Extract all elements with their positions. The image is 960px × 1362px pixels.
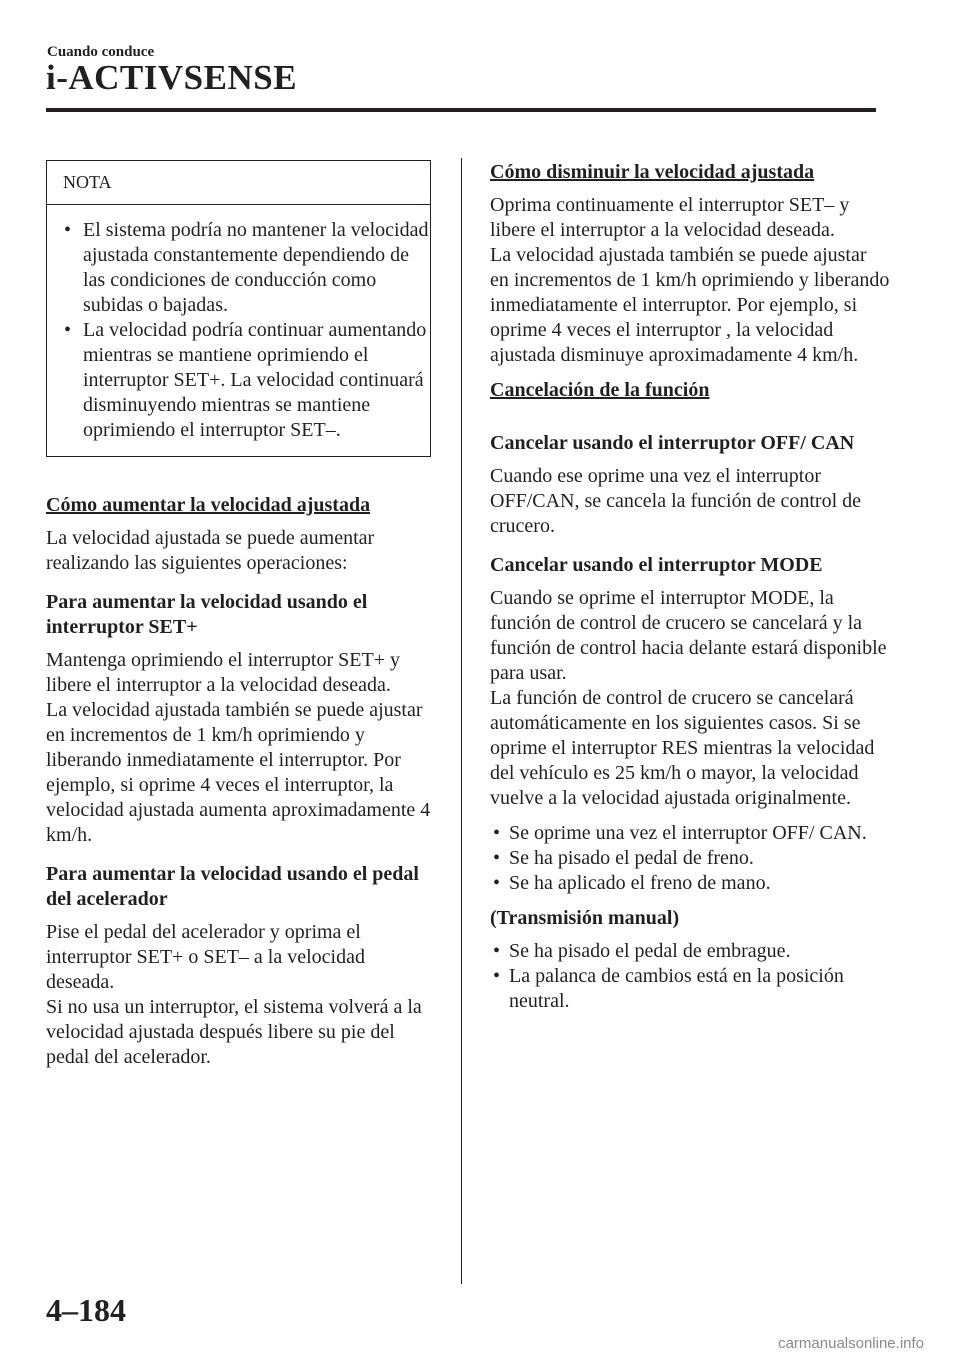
offcan-text: Cuando ese oprime una vez el interruptor OFF/CAN, se cancela la función de control de crucero. xyxy=(490,465,862,537)
note-list xyxy=(47,205,430,456)
note-item-text: El sistema podría no mantener la velocidad ajustada constantemente dependiendo de las condiciones de conducción como subidas o bajadas. xyxy=(83,219,429,316)
bullet-icon: • xyxy=(64,319,72,341)
decrease-text: Oprima continuamente el interruptor SET– y libere el interruptor a la velocidad deseada. xyxy=(490,194,850,241)
note-item xyxy=(47,218,430,318)
list-item-text: Se ha pisado el pedal de freno. xyxy=(509,847,754,869)
list-item xyxy=(490,846,890,871)
increase-heading: Cómo aumentar la velocidad ajustada xyxy=(46,494,371,516)
bullet-icon: • xyxy=(64,219,72,241)
list-item xyxy=(490,821,890,846)
increase-intro: La velocidad ajustada se puede aumentar realizando las siguientes operaciones: xyxy=(46,527,375,574)
pedal-text: Pise el pedal del acelerador y oprima el interruptor SET+ o SET– a la velocidad deseada. xyxy=(46,921,365,993)
header-rule xyxy=(46,108,876,112)
manual-cancel-list xyxy=(490,939,890,1014)
bullet-icon: • xyxy=(493,847,501,869)
pedal-text-2: Si no usa un interruptor, el sistema volverá a la velocidad ajustada después libere su pie del pedal del acelerador. xyxy=(46,996,422,1068)
list-item-text: Se oprime una vez el interruptor OFF/ CAN. xyxy=(509,822,867,844)
bullet-icon: • xyxy=(493,822,501,844)
decrease-heading: Cómo disminuir la velocidad ajustada xyxy=(490,161,815,183)
left-column xyxy=(46,160,436,1070)
switch-heading: Para aumentar la velocidad usando el interruptor SET+ xyxy=(46,591,368,638)
right-column xyxy=(490,160,890,1014)
note-box xyxy=(46,160,431,457)
bullet-icon: • xyxy=(493,965,501,987)
list-item-text: La palanca de cambios está en la posición neutral. xyxy=(509,965,844,1012)
chapter-title: i-ACTIVSENSE xyxy=(46,58,298,97)
note-item xyxy=(47,318,430,443)
list-item xyxy=(490,964,890,1014)
section-label: Cuando conduce xyxy=(47,44,155,60)
list-item-text: Se ha aplicado el freno de mano. xyxy=(509,872,771,894)
cancel-heading: Cancelación de la función xyxy=(490,379,710,401)
switch-text-2: La velocidad ajustada también se puede ajustar en incrementos de 1 km/h oprimiendo y liberando inmediatamente el interruptor. Por ejemplo, si oprime 4 veces el interruptor, la velocidad ajustada aumenta aproximadamente 4 km/h. xyxy=(46,699,431,846)
auto-cancel-list xyxy=(490,821,890,896)
manual-heading: (Transmisión manual) xyxy=(490,907,680,929)
bullet-icon: • xyxy=(493,940,501,962)
switch-text: Mantenga oprimiendo el interruptor SET+ y libere el interruptor a la velocidad deseada. xyxy=(46,649,400,696)
note-item-text: La velocidad podría continuar aumentando mientras se mantiene oprimiendo el interruptor SET+. La velocidad continuará disminuyendo mientras se mantiene oprimiendo el interruptor SET–. xyxy=(83,319,427,441)
note-title: NOTA xyxy=(47,161,430,205)
mode-text-2: La función de control de crucero se cancelará automáticamente en los siguientes casos. Si se oprime el interruptor RES mientras la velocidad del vehículo es 25 km/h o mayor, la velocidad vuelve a la velocidad ajustada originalmente. xyxy=(490,687,875,809)
watermark: carmanualsonline.info xyxy=(778,1335,924,1352)
list-item xyxy=(490,939,890,964)
bullet-icon: • xyxy=(493,872,501,894)
pedal-heading: Para aumentar la velocidad usando el pedal del acelerador xyxy=(46,863,419,910)
mode-heading: Cancelar usando el interruptor MODE xyxy=(490,554,823,576)
page-number: 4–184 xyxy=(46,1292,126,1328)
decrease-text-2: La velocidad ajustada también se puede ajustar en incrementos de 1 km/h oprimiendo y liberando inmediatamente el interruptor. Por ejemplo, si oprime 4 veces el interruptor , la velocidad ajustada disminuye aproximadamente 4 km/h. xyxy=(490,244,890,366)
column-divider xyxy=(461,158,462,1284)
list-item-text: Se ha pisado el pedal de embrague. xyxy=(509,940,791,962)
mode-text: Cuando se oprime el interruptor MODE, la función de control de crucero se cancelará y la función de control hacia delante estará disponible para usar. xyxy=(490,587,887,684)
list-item xyxy=(490,871,890,896)
offcan-heading: Cancelar usando el interruptor OFF/ CAN xyxy=(490,432,855,454)
